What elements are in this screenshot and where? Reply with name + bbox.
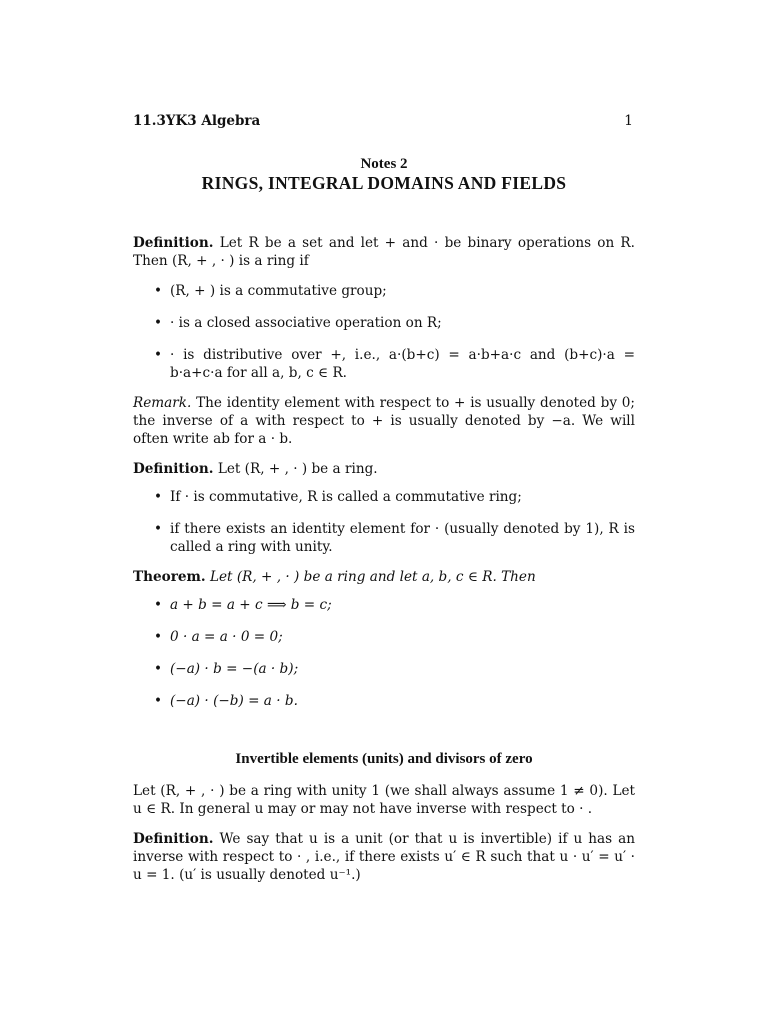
course-title: 11.3YK3 Algebra — [133, 113, 261, 129]
definition-ring — [133, 234, 635, 270]
list-item: • If · is commutative, R is called a commutative ring; — [154, 489, 522, 505]
remark-text: The identity element with respect to + is usually denoted by 0; the inverse of a with respect to + is usually denoted by −a. We will often write ab for a · b. — [133, 395, 635, 447]
definition-unit — [133, 830, 635, 884]
list-item: • a + b = a + c ⟹ b = c; — [154, 597, 332, 613]
list-item: • (R, + ) is a commutative group; — [154, 283, 387, 299]
ring-axioms-list — [133, 282, 635, 382]
list-item: • if there exists an identity element for · (usually denoted by 1), R is called a ring with unity. — [154, 521, 635, 555]
definition-commutative — [133, 460, 635, 478]
page-number: 1 — [624, 113, 633, 129]
document-title: RINGS, INTEGRAL DOMAINS AND FIELDS — [201, 173, 567, 193]
remark — [133, 394, 635, 448]
definition-text: Let R be a set and let + and · be binary operations on R. Then (R, + , · ) is a ring if — [133, 235, 635, 269]
definition-label: Definition. — [133, 831, 214, 847]
definition-text: Let (R, + , · ) be a ring. — [217, 461, 378, 477]
section-intro: Let (R, + , · ) be a ring with unity 1 (we shall always assume 1 ≠ 0). Let u ∈ R. In general u may or may not have inverse with respect to · . — [133, 783, 635, 817]
list-item: • 0 · a = a · 0 = 0; — [154, 629, 283, 645]
running-header — [133, 113, 633, 129]
list-item: • · is a closed associative operation on R; — [154, 315, 442, 331]
theorem — [133, 568, 635, 586]
list-item: • (−a) · b = −(a · b); — [154, 661, 299, 677]
list-item: • (−a) · (−b) = a · b. — [154, 693, 298, 709]
document-body — [133, 234, 635, 884]
theorem-items-list — [133, 596, 635, 710]
definition-label: Definition. — [133, 235, 214, 251]
theorem-label: Theorem. — [133, 569, 206, 585]
notes-label: Notes 2 — [360, 156, 408, 172]
definition-label: Definition. — [133, 461, 214, 477]
theorem-text: Let (R, + , · ) be a ring and let a, b, c ∈ R. Then — [209, 569, 536, 585]
section-heading: Invertible elements (units) and divisors of zero — [235, 751, 533, 767]
ring-types-list — [133, 488, 635, 556]
list-item: • · is distributive over +, i.e., a·(b+c) = a·b+a·c and (b+c)·a = b·a+c·a for all a, b, c ∈ R. — [154, 347, 635, 381]
remark-label: Remark. — [133, 395, 192, 411]
definition-text: We say that u is a unit (or that u is invertible) if u has an inverse with respect to · , i.e., if there exists u′ ∈ R such that u · u′ = u′ · u = 1. (u′ is usually denoted u⁻¹.) — [133, 831, 636, 883]
